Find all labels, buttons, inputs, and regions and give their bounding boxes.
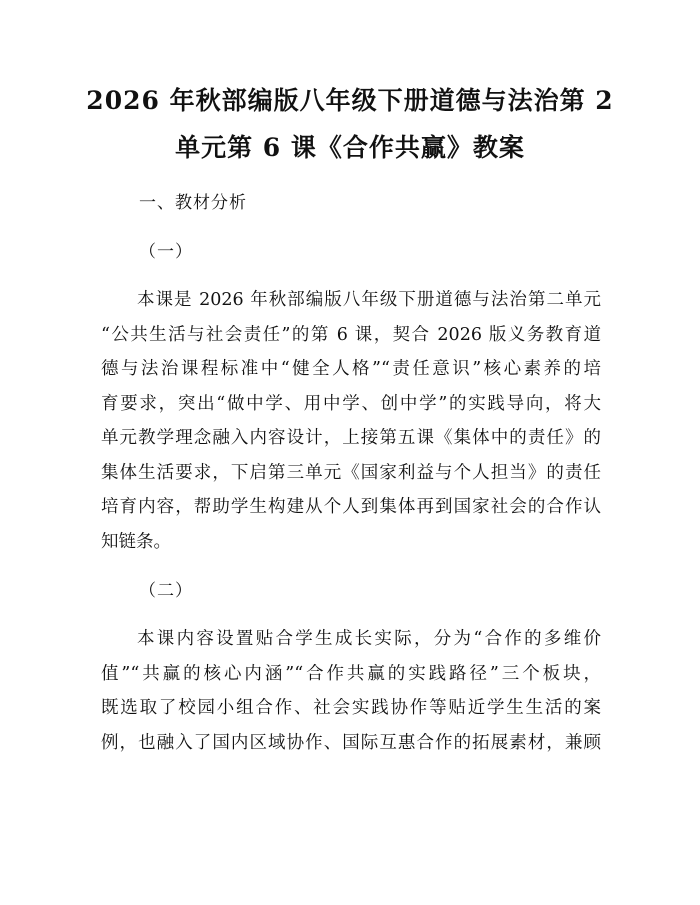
paragraph-line: 集体生活要求，下启第三单元《国家利益与个人担当》的责任 (101, 462, 601, 483)
paragraph-line: 德与法治课程标准中“健全人格”“责任意识”核心素养的培 (101, 359, 601, 379)
paragraph-line: 值”“共赢的核心内涵”“合作共赢的实践路径”三个板块， (101, 663, 601, 684)
paragraph-line: 单元教学理念融入内容设计，上接第五课《集体中的责任》的 (101, 428, 601, 448)
paragraph-line: 本课内容设置贴合学生成长实际，分为“合作的多维价 (137, 629, 601, 649)
paragraph-1 (101, 283, 601, 559)
sub-heading-1: （一） (139, 242, 193, 262)
paragraph-line: 本课是 2026 年秋部编版八年级下册道德与法治第二单元 (137, 290, 601, 310)
paragraph-line: 既选取了校园小组合作、社会实践协作等贴近学生生活的案 (101, 698, 601, 718)
sub-heading-2: （二） (139, 581, 193, 601)
section-heading: 一、教材分析 (139, 193, 247, 213)
document-title-line-2: 单元第 6 课《合作共赢》教案 (175, 133, 525, 162)
paragraph-2 (101, 622, 601, 760)
document-title-line-1: 2026 年秋部编版八年级下册道德与法治第 2 (86, 86, 614, 115)
paragraph-line: “公共生活与社会责任”的第 6 课，契合 2026 版义务教育道 (101, 324, 601, 345)
paragraph-line: 育要求，突出“做中学、用中学、创中学”的实践导向，将大 (101, 393, 601, 414)
paragraph-line: 例，也融入了国内区域协作、国际互惠合作的拓展素材，兼顾 (101, 732, 601, 753)
paragraph-line: 培育内容，帮助学生构建从个人到集体再到国家社会的合作认 (101, 497, 601, 517)
paragraph-line: 知链条。 (101, 531, 171, 552)
